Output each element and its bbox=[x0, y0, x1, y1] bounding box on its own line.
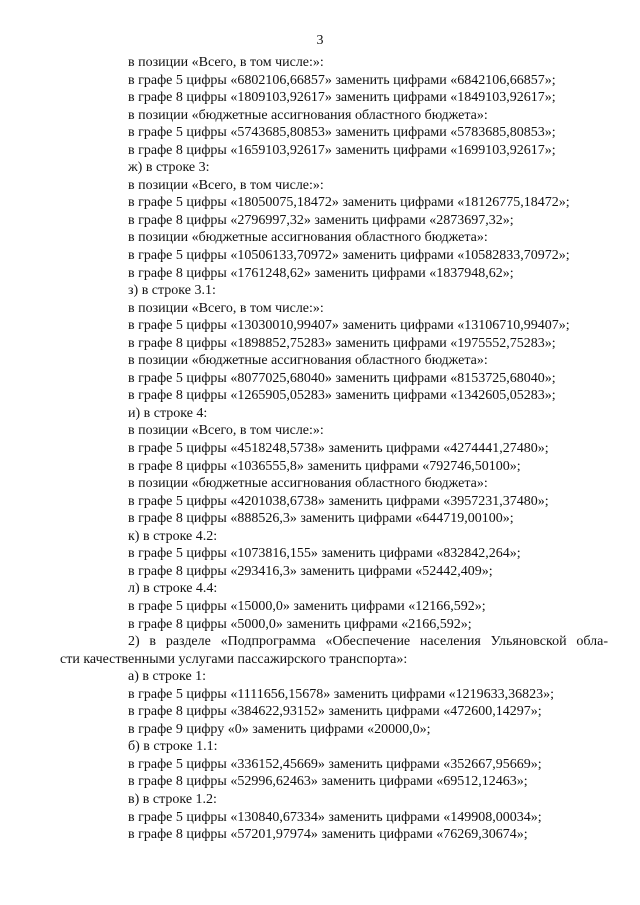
text-line: и) в строке 4: bbox=[128, 405, 208, 421]
text-line: в графе 5 цифры «4201038,6738» заменить цифрами «3957231,37480»; bbox=[128, 493, 549, 509]
page-number: 3 bbox=[316, 33, 324, 48]
text-line: в графе 5 цифры «5743685,80853» заменить цифрами «5783685,80853»; bbox=[128, 125, 556, 141]
text-line: в позиции «Всего, в том числе:»: bbox=[128, 423, 324, 439]
text-line: в графе 5 цифры «15000,0» заменить цифрами «12166,592»; bbox=[128, 598, 486, 614]
text-line: в графе 5 цифры «1073816,155» заменить цифрами «832842,264»; bbox=[128, 546, 521, 562]
text-line: 2) в разделе «Подпрограмма «Обеспечение населения Ульяновской обла- bbox=[128, 634, 608, 650]
text-line: в графе 8 цифры «888526,3» заменить цифрами «644719,00100»; bbox=[128, 511, 514, 527]
text-line: в позиции «бюджетные ассигнования областного бюджета»: bbox=[128, 107, 488, 123]
text-line: в графе 8 цифры «1659103,92617» заменить цифрами «1699103,92617»; bbox=[128, 142, 556, 158]
text-line: в графе 5 цифры «4518248,5738» заменить цифрами «4274441,27480»; bbox=[128, 441, 549, 457]
text-line: в графе 8 цифры «1898852,75283» заменить цифрами «1975552,75283»; bbox=[128, 335, 556, 351]
text-line: к) в строке 4.2: bbox=[128, 528, 218, 544]
text-line: ж) в строке 3: bbox=[128, 160, 210, 176]
text-line: в графе 8 цифры «1761248,62» заменить цифрами «1837948,62»; bbox=[128, 265, 514, 281]
text-line: в графе 8 цифры «52996,62463» заменить цифрами «69512,12463»; bbox=[128, 774, 528, 790]
document-body bbox=[60, 54, 608, 844]
text-line: в графе 8 цифры «293416,3» заменить цифрами «52442,409»; bbox=[128, 563, 493, 579]
text-line: в позиции «бюджетные ассигнования областного бюджета»: bbox=[128, 353, 488, 369]
text-line: б) в строке 1.1: bbox=[128, 739, 218, 755]
text-line: в графе 8 цифры «2796997,32» заменить цифрами «2873697,32»; bbox=[128, 212, 514, 228]
text-line: в позиции «Всего, в том числе:»: bbox=[128, 300, 324, 316]
text-line: в графе 8 цифры «1265905,05283» заменить цифрами «1342605,05283»; bbox=[128, 388, 556, 404]
text-line: в позиции «бюджетные ассигнования областного бюджета»: bbox=[128, 230, 488, 246]
text-line: в графе 5 цифры «336152,45669» заменить цифрами «352667,95669»; bbox=[128, 756, 542, 772]
text-line: в графе 8 цифры «1036555,8» заменить цифрами «792746,50100»; bbox=[128, 458, 521, 474]
text-line: в позиции «Всего, в том числе:»: bbox=[128, 177, 324, 193]
text-line: з) в строке 3.1: bbox=[128, 283, 216, 299]
text-line: в графе 5 цифры «6802106,66857» заменить цифрами «6842106,66857»; bbox=[128, 72, 556, 88]
text-line: в позиции «Всего, в том числе:»: bbox=[128, 55, 324, 70]
text-line: в графе 8 цифры «5000,0» заменить цифрами «2166,592»; bbox=[128, 616, 472, 632]
text-line: в графе 5 цифры «8077025,68040» заменить цифрами «8153725,68040»; bbox=[128, 370, 556, 386]
text-line: в графе 5 цифры «13030010,99407» заменить цифрами «13106710,99407»; bbox=[128, 318, 570, 334]
text-line: в графе 5 цифры «18050075,18472» заменить цифрами «18126775,18472»; bbox=[128, 195, 570, 211]
text-line: в графе 8 цифры «57201,97974» заменить цифрами «76269,30674»; bbox=[128, 827, 528, 843]
text-line: в графе 9 цифру «0» заменить цифрами «20000,0»; bbox=[128, 721, 431, 737]
text-line: в графе 8 цифры «1809103,92617» заменить цифрами «1849103,92617»; bbox=[128, 90, 556, 106]
text-line: в позиции «бюджетные ассигнования областного бюджета»: bbox=[128, 476, 488, 492]
text-line: л) в строке 4.4: bbox=[128, 581, 218, 597]
text-line: в графе 8 цифры «384622,93152» заменить цифрами «472600,14297»; bbox=[128, 704, 542, 720]
text-line: в графе 5 цифры «130840,67334» заменить цифрами «149908,00034»; bbox=[128, 809, 542, 825]
text-line: в графе 5 цифры «1111656,15678» заменить цифрами «1219633,36823»; bbox=[128, 686, 555, 702]
text-line: в графе 5 цифры «10506133,70972» заменить цифрами «10582833,70972»; bbox=[128, 248, 570, 264]
text-line: сти качественными услугами пассажирского транспорта»: bbox=[60, 651, 408, 667]
text-line: а) в строке 1: bbox=[128, 669, 207, 685]
text-line: в) в строке 1.2: bbox=[128, 791, 217, 807]
